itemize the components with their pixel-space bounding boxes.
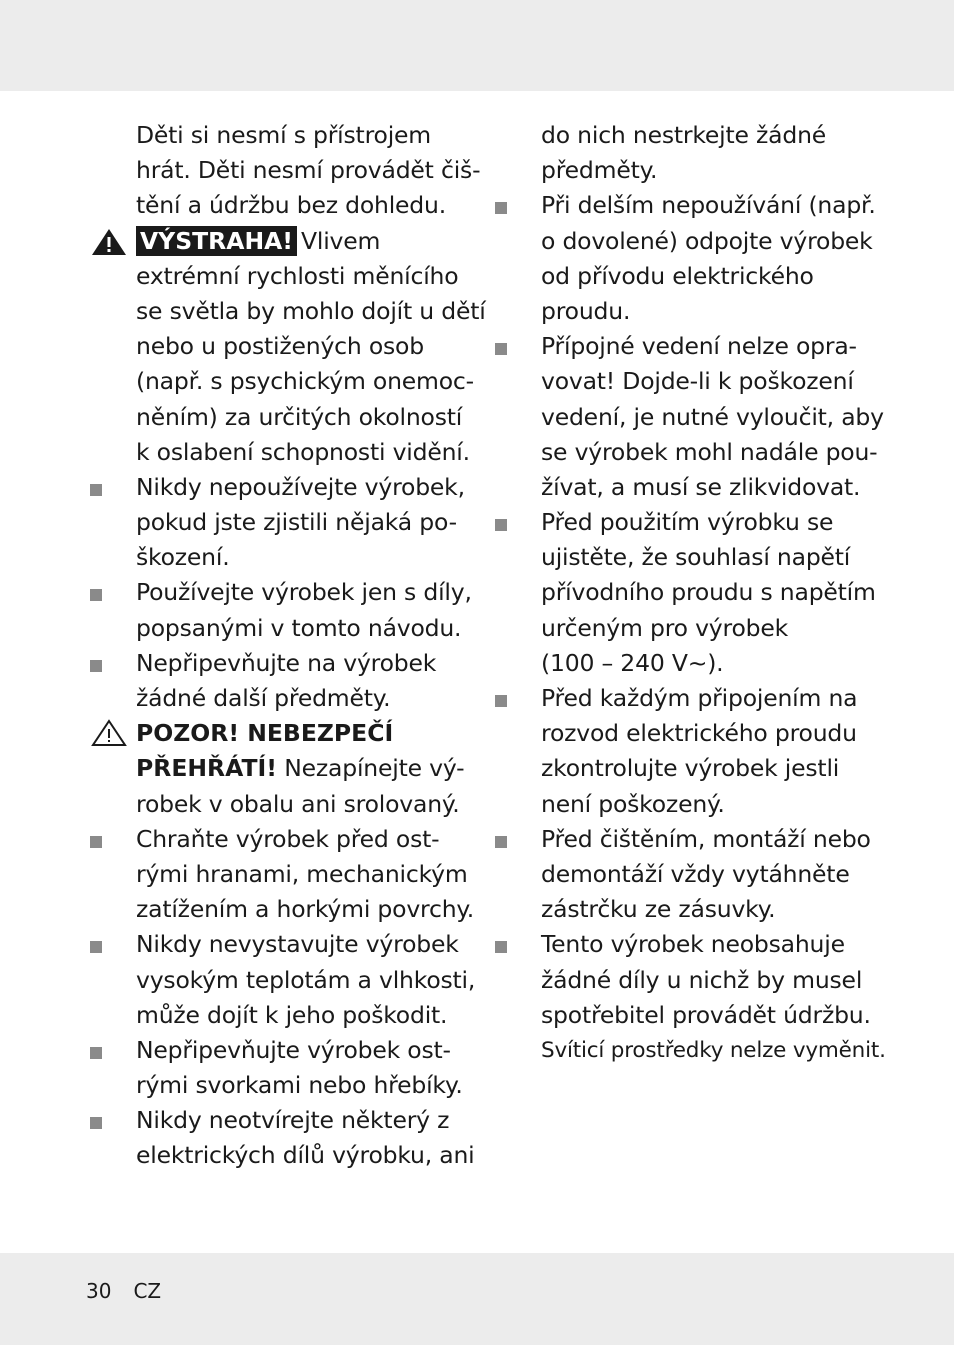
text-line: vedení, je nutné vyloučit, aby xyxy=(541,402,884,431)
list-item xyxy=(136,575,472,645)
bullet-square-icon xyxy=(90,941,102,953)
language-code: CZ xyxy=(133,1279,162,1303)
text-line: vysokým teplotám a vlhkosti, xyxy=(136,965,476,994)
text-line: popsanými v tomto návodu. xyxy=(136,613,462,642)
text-line: demontáží vždy vytáhněte xyxy=(541,859,850,888)
text-line: vovat! Dojde-li k poškození xyxy=(541,367,854,396)
text-line: předměty. xyxy=(541,156,658,185)
text-line: proudu. xyxy=(541,296,631,325)
text-line: žádné díly u nichž by musel xyxy=(541,965,863,994)
text-line: robek v obalu ani srolovaný. xyxy=(136,789,460,818)
text-line: Nepřipevňujte výrobek ost- xyxy=(136,1035,451,1064)
list-item xyxy=(541,329,884,505)
text-line: do nich nestrkejte žádné xyxy=(541,121,827,149)
text-line: Přípojné vedení nelze opra- xyxy=(541,332,857,361)
intro-paragraph xyxy=(136,118,481,224)
text-line: o dovolené) odpojte výrobek xyxy=(541,226,873,255)
text-line: žívat, a musí se zlikvidovat. xyxy=(541,472,861,501)
text-line: zkontrolujte výrobek jestli xyxy=(541,754,840,783)
bullet-square-icon xyxy=(90,484,102,496)
text-line: Nikdy nevystavujte výrobek xyxy=(136,930,459,959)
text-line: zatížením a horkými povrchy. xyxy=(136,895,475,924)
bullet-square-icon xyxy=(495,836,507,848)
list-item xyxy=(541,822,876,928)
text-line: elektrických dílů výrobku, ani xyxy=(136,1141,475,1170)
caution-label: POZOR! NEBEZPEČÍ xyxy=(136,719,394,748)
text-line: rými svorkami nebo hřebíky. xyxy=(136,1071,463,1100)
text-line: tění a údržbu bez dohledu. xyxy=(136,191,446,220)
text-line: Nepřipevňujte na výrobek xyxy=(136,648,437,677)
text-line: škození. xyxy=(136,543,230,572)
page-footer xyxy=(86,1278,161,1304)
text-line: od přívodu elektrického xyxy=(541,261,814,290)
text-line: není poškozený. xyxy=(541,789,725,818)
header-band xyxy=(0,0,954,91)
text-line: Před každým připojením na xyxy=(541,684,858,712)
text-line: může dojít k jeho poškodit. xyxy=(136,1000,448,1029)
bullet-square-icon xyxy=(495,202,507,214)
list-item xyxy=(541,927,886,1068)
bullet-square-icon xyxy=(90,1117,102,1129)
text-line: Nikdy nepoužívejte výrobek, xyxy=(136,472,465,501)
caution-block xyxy=(136,716,466,822)
text-line: (např. s psychickým onemoc- xyxy=(136,367,474,396)
text-line: rozvod elektrického proudu xyxy=(541,719,857,748)
list-item xyxy=(541,188,876,329)
right-column xyxy=(541,118,886,1068)
text-line: žádné další předměty. xyxy=(136,684,391,712)
text-line: rými hranami, mechanickým xyxy=(136,859,468,888)
list-item xyxy=(541,505,876,681)
warning-triangle-filled-icon xyxy=(91,228,127,256)
bullet-square-icon xyxy=(90,1047,102,1059)
page-number: 30 xyxy=(86,1279,112,1303)
text-line: pokud jste zjistili nějaká po- xyxy=(136,508,457,537)
bullet-square-icon xyxy=(495,519,507,531)
bullet-square-icon xyxy=(90,589,102,601)
list-item xyxy=(136,1033,466,1103)
text-line: Při delším nepoužívání (např. xyxy=(541,191,876,220)
text-line: se světla by mohlo dojít u dětí xyxy=(136,296,486,325)
text-line: přívodního proudu s napětím xyxy=(541,578,876,607)
text-line: nebo u postižených osob xyxy=(136,332,424,361)
bullet-square-icon xyxy=(495,941,507,953)
list-item xyxy=(136,646,466,716)
caution-label: PŘEHŘÁTÍ! xyxy=(136,754,277,783)
bullet-square-icon xyxy=(90,836,102,848)
text-line: extrémní rychlosti měnícího xyxy=(136,261,459,290)
list-item xyxy=(136,822,475,928)
text-line: Používejte výrobek jen s díly, xyxy=(136,578,472,607)
warning-triangle-outline-icon xyxy=(91,719,127,747)
left-column xyxy=(136,118,486,1174)
text-line: zástrčku ze zásuvky. xyxy=(541,895,776,924)
text-line: Chraňte výrobek před ost- xyxy=(136,824,440,853)
text-line: Děti si nesmí s přístrojem xyxy=(136,121,431,149)
warning-block xyxy=(136,224,486,470)
bullet-square-icon xyxy=(90,660,102,672)
text-line: ujistěte, že souhlasí napětí xyxy=(541,543,851,572)
caution-text: Nezapínejte vý- xyxy=(284,754,465,783)
list-item xyxy=(136,470,466,576)
text-line: hrát. Děti nesmí provádět čiš- xyxy=(136,156,481,185)
text-line: Tento výrobek neobsahuje xyxy=(541,930,845,959)
text-line: Svíticí prostředky nelze vyměnit. xyxy=(541,1037,886,1063)
bullet-square-icon xyxy=(495,343,507,355)
text-line: něním) za určitých okolností xyxy=(136,402,463,431)
text-line: Nikdy neotvírejte některý z xyxy=(136,1106,450,1135)
text-line: spotřebitel provádět údržbu. xyxy=(541,1000,871,1029)
list-item xyxy=(136,1103,475,1173)
bullet-square-icon xyxy=(495,695,507,707)
text-line: k oslabení schopnosti vidění. xyxy=(136,437,470,466)
text-line: se výrobek mohl nadále pou- xyxy=(541,437,878,466)
list-item xyxy=(541,681,876,822)
warning-label: VÝSTRAHA! xyxy=(136,226,297,256)
list-item xyxy=(136,927,476,1033)
text-line: určeným pro výrobek xyxy=(541,613,789,642)
text-line: (100 – 240 V~). xyxy=(541,648,724,677)
warning-text: Vlivem xyxy=(301,226,381,255)
continuation-paragraph xyxy=(541,118,876,188)
text-line: Před čištěním, montáží nebo xyxy=(541,824,871,853)
text-line: Před použitím výrobku se xyxy=(541,508,834,537)
